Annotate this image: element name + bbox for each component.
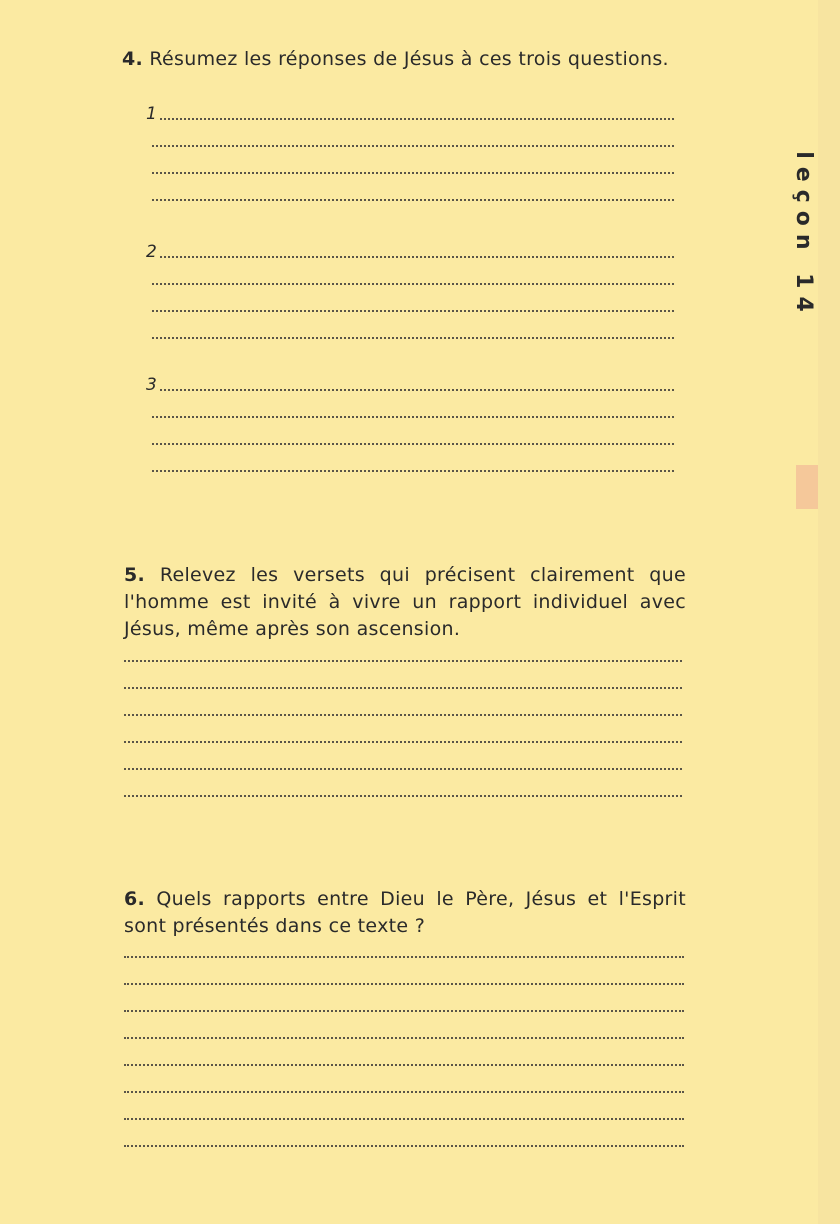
answer-line[interactable] bbox=[124, 1091, 684, 1093]
question-text: Résumez les réponses de Jésus à ces trois questions. bbox=[149, 48, 669, 70]
answer-line[interactable] bbox=[124, 1064, 684, 1066]
answer-label-3: 3 bbox=[146, 375, 157, 395]
question-number: 5. bbox=[124, 564, 146, 586]
question-text-line bbox=[124, 886, 686, 913]
question-text-line: l'homme est invité à vivre un rapport individuel avec bbox=[124, 591, 686, 613]
question-text-line: Jésus, même après son ascension. bbox=[124, 618, 461, 640]
answer-line[interactable] bbox=[124, 687, 682, 689]
question-4 bbox=[122, 46, 669, 73]
question-text: Relevez les versets qui précisent clairement que bbox=[159, 564, 686, 586]
answer-line[interactable] bbox=[124, 660, 682, 662]
answer-line[interactable] bbox=[124, 1037, 684, 1039]
answer-line[interactable] bbox=[124, 1010, 684, 1012]
answer-line[interactable] bbox=[152, 443, 674, 445]
answer-line[interactable] bbox=[152, 416, 674, 418]
answer-line[interactable] bbox=[160, 256, 674, 258]
question-text-line bbox=[124, 562, 686, 589]
lesson-tab bbox=[786, 150, 820, 320]
answer-line[interactable] bbox=[160, 389, 674, 391]
page-edge bbox=[818, 0, 840, 1224]
question-text: Quels rapports entre Dieu le Père, Jésus et l'Esprit bbox=[156, 888, 686, 910]
answer-label-1: 1 bbox=[146, 104, 157, 124]
answer-line[interactable] bbox=[152, 172, 674, 174]
answer-line[interactable] bbox=[124, 956, 684, 958]
answer-line[interactable] bbox=[124, 768, 682, 770]
answer-line[interactable] bbox=[124, 741, 682, 743]
answer-line[interactable] bbox=[152, 310, 674, 312]
question-number: 6. bbox=[124, 888, 146, 910]
lesson-label: leçon 14 bbox=[790, 150, 816, 320]
answer-line[interactable] bbox=[124, 795, 682, 797]
tab-marker bbox=[796, 465, 818, 509]
answer-label-2: 2 bbox=[146, 242, 157, 262]
question-number: 4. bbox=[122, 48, 144, 70]
question-5 bbox=[124, 562, 686, 643]
answer-line[interactable] bbox=[124, 714, 682, 716]
answer-line[interactable] bbox=[152, 470, 674, 472]
answer-line[interactable] bbox=[152, 337, 674, 339]
answer-line[interactable] bbox=[124, 1118, 684, 1120]
question-text-line: sont présentés dans ce texte ? bbox=[124, 915, 426, 937]
question-6 bbox=[124, 886, 686, 940]
answer-line[interactable] bbox=[160, 118, 674, 120]
answer-line[interactable] bbox=[152, 283, 674, 285]
answer-line[interactable] bbox=[152, 145, 674, 147]
answer-line[interactable] bbox=[124, 983, 684, 985]
answer-line[interactable] bbox=[152, 199, 674, 201]
answer-line[interactable] bbox=[124, 1145, 684, 1147]
